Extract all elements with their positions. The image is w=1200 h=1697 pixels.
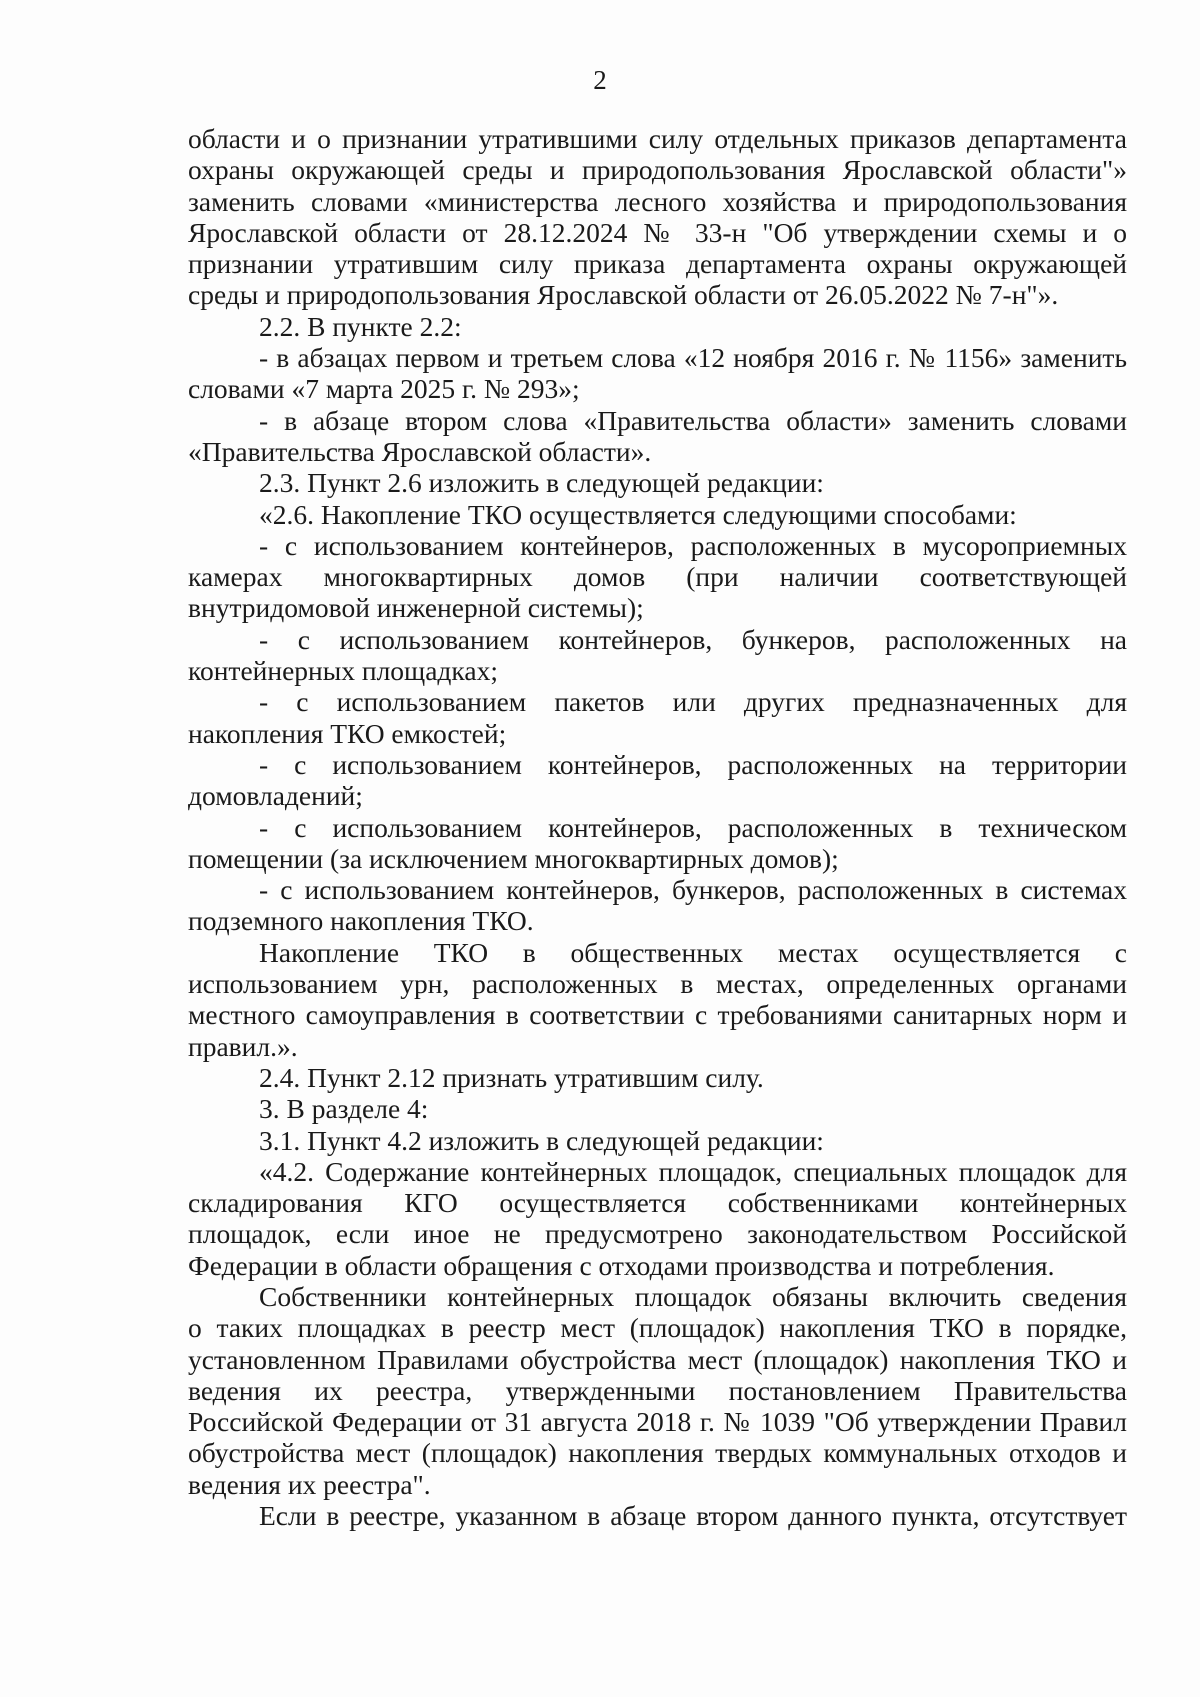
text-line: области и о признании утратившими силу отдельных приказов департамента	[188, 123, 1127, 154]
page-number: 2	[593, 65, 607, 95]
text-line: - с использованием контейнеров, бункеров, расположенных в системах	[259, 874, 1127, 906]
text-line: камерах многоквартирных домов (при наличии соответствующей	[188, 561, 1127, 593]
text-line: среды и природопользования Ярославской области от 26.05.2022 № 7-н"».	[188, 279, 1059, 311]
text-line: Если в реестре, указанном в абзаце втором данного пункта, отсутствует	[259, 1500, 1127, 1532]
document-body	[188, 123, 1127, 1531]
text-line: контейнерных площадках;	[188, 655, 498, 687]
text-line: помещении (за исключением многоквартирных домов);	[188, 842, 839, 874]
text-line: - с использованием пакетов или других предназначенных для	[259, 686, 1127, 718]
text-line: Ярославской области от 28.12.2024 № 33-н "Об утверждении схемы и о	[188, 216, 1127, 248]
text-line: - с использованием контейнеров, бункеров, расположенных на	[259, 623, 1127, 655]
text-line: Российской Федерации от 31 августа 2018 г. № 1039 "Об утверждении Правил	[188, 1406, 1127, 1438]
text-line: 2.4. Пункт 2.12 признать утратившим силу.	[259, 1061, 764, 1093]
text-line: о таких площадках в реестр мест (площадок) накопления ТКО в порядке,	[188, 1312, 1127, 1344]
text-line: подземного накопления ТКО.	[188, 905, 534, 937]
text-line: «2.6. Накопление ТКО осуществляется следующими способами:	[259, 498, 1017, 530]
text-line: Федерации в области обращения с отходами производства и потребления.	[188, 1249, 1055, 1281]
text-line: словами «7 марта 2025 г. № 293»;	[188, 373, 580, 405]
text-line: внутридомовой инженерной системы);	[188, 592, 644, 624]
text-line: местного самоуправления в соответствии с требованиями санитарных норм и	[188, 999, 1127, 1031]
text-line: - с использованием контейнеров, расположенных на территории	[259, 748, 1127, 780]
text-line: - в абзацах первом и третьем слова «12 ноября 2016 г. № 1156» заменить	[259, 342, 1127, 374]
text-line: заменить словами «министерства лесного хозяйства и природопользования	[188, 185, 1127, 217]
text-line: использованием урн, расположенных в местах, определенных органами	[188, 968, 1127, 1000]
text-line: 2.3. Пункт 2.6 изложить в следующей редакции:	[259, 467, 824, 499]
text-line: 2.2. В пункте 2.2:	[259, 310, 462, 342]
text-line: установленном Правилами обустройства мест (площадок) накопления ТКО и	[188, 1343, 1127, 1375]
text-line: накопления ТКО емкостей;	[188, 717, 507, 749]
text-line: - в абзаце втором слова «Правительства области» заменить словами	[259, 404, 1127, 436]
text-line: охраны окружающей среды и природопользования Ярославской области"»	[188, 154, 1127, 186]
text-line: складирования КГО осуществляется собственниками контейнерных	[188, 1187, 1127, 1219]
text-line: площадок, если иное не предусмотрено законодательством Российской	[188, 1218, 1127, 1250]
text-line: ведения их реестра, утвержденными постановлением Правительства	[188, 1374, 1127, 1406]
text-line: - с использованием контейнеров, расположенных в мусороприемных	[259, 529, 1127, 561]
text-line: обустройства мест (площадок) накопления твердых коммунальных отходов и	[188, 1437, 1127, 1469]
text-line: - с использованием контейнеров, расположенных в техническом	[259, 811, 1127, 843]
text-line: признании утратившим силу приказа департамента охраны окружающей	[188, 248, 1127, 280]
text-line: правил.».	[188, 1030, 298, 1062]
text-line: Накопление ТКО в общественных местах осуществляется с	[259, 936, 1127, 968]
text-line: 3.1. Пункт 4.2 изложить в следующей редакции:	[259, 1124, 824, 1156]
text-line: домовладений;	[188, 780, 363, 812]
text-line: Собственники контейнерных площадок обязаны включить сведения	[259, 1280, 1127, 1312]
text-line: «Правительства Ярославской области».	[188, 435, 652, 467]
text-line: «4.2. Содержание контейнерных площадок, специальных площадок для	[259, 1155, 1127, 1187]
text-line: ведения их реестра".	[188, 1468, 431, 1500]
text-line: 3. В разделе 4:	[259, 1093, 429, 1125]
